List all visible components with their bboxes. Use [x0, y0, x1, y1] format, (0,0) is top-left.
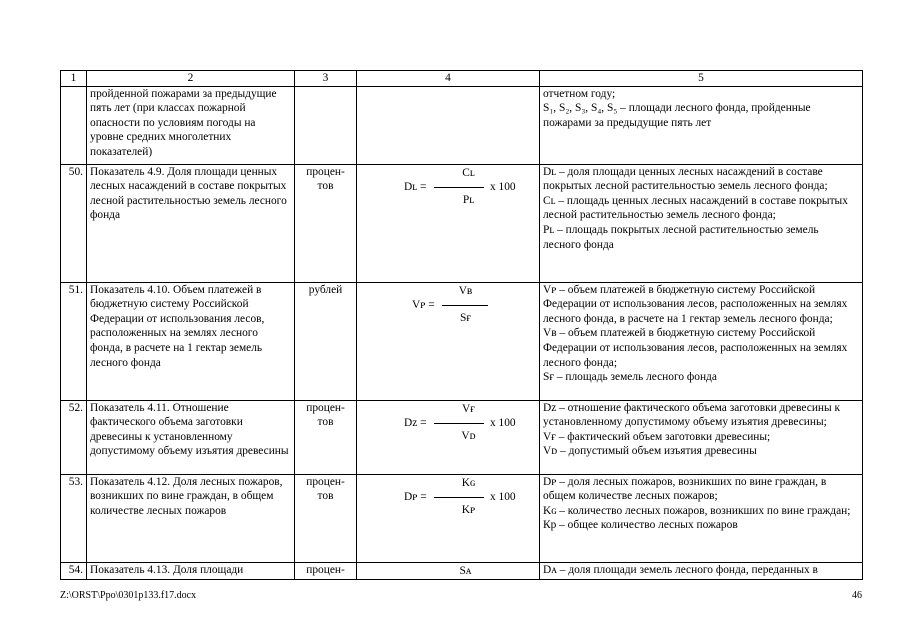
formula-numerator: Vғ — [462, 402, 475, 415]
document-path: Z:\ORST\Ppo\0301p133.f17.docx — [60, 590, 197, 601]
description-line: отчетном году; — [543, 87, 616, 100]
header-cell: 3 — [295, 71, 357, 87]
formula — [360, 165, 543, 209]
num-cell — [61, 86, 87, 164]
description-line: Cʟ – площадь ценных лесных насаждений в составе покрытых лесной растительностью земель лесного фонда; — [543, 194, 848, 222]
indicator-cell: Показатель 4.9. Доля площади ценных лесных насаждений в составе покрытых лесной растительностью земель лесного фонда — [87, 164, 295, 282]
table-header-row — [61, 71, 863, 87]
description-cell — [540, 86, 863, 164]
page-number: 46 — [852, 590, 862, 601]
table-row — [61, 562, 863, 579]
description-line: Vᴘ – объем платежей в бюджетную систему Российской Федерации от использования лесов, расположенных на землях лесного фонда, в расчете на 1 гектар земель лесного фонда; — [543, 283, 848, 325]
row-number: 54. — [61, 562, 87, 579]
formula-numerator: Cʟ — [462, 166, 475, 179]
unit-cell: рублей — [295, 282, 357, 400]
formula-multiplier: х 100 — [490, 490, 516, 503]
formula-denominator: Kᴘ — [461, 503, 476, 516]
header-cell: 4 — [357, 71, 540, 87]
formula-lhs: Vᴘ = — [412, 298, 435, 311]
formula — [360, 283, 543, 327]
description-line: Dᴀ – доля площади земель лесного фонда, переданных в — [543, 563, 818, 576]
formula-numerator: Vʙ — [458, 284, 473, 297]
description-cell — [540, 282, 863, 400]
table-row — [61, 474, 863, 562]
row-number: 51. — [61, 282, 87, 400]
unit-cell: процен- тов — [295, 164, 357, 282]
formula-cell — [357, 164, 540, 282]
indicator-cell: Показатель 4.12. Доля лесных пожаров, возникших по вине граждан, в общем количестве лесных пожаров — [87, 474, 295, 562]
indicator-cell: Показатель 4.11. Отношение фактического объема заготовки древесины к установленному допустимому объему изъятия древесины — [87, 400, 295, 474]
formula-lhs: Dʟ = — [404, 180, 427, 193]
header-cell: 5 — [540, 71, 863, 87]
description-cell — [540, 474, 863, 562]
fraction-bar — [434, 187, 484, 188]
description-cell — [540, 164, 863, 282]
indicator-table — [60, 70, 863, 580]
description-line: Vᴅ – допустимый объем изъятия древесины — [543, 445, 757, 458]
fraction-bar — [442, 305, 488, 306]
formula-lhs: Dᴢ = — [404, 416, 427, 429]
formula-cell — [357, 400, 540, 474]
table-row — [61, 400, 863, 474]
table-row-continuation — [61, 86, 863, 164]
row-number: 52. — [61, 400, 87, 474]
formula-cell — [357, 282, 540, 400]
formula — [360, 401, 543, 445]
formula-denominator: Pʟ — [462, 193, 475, 206]
description-line: Кр – общее количество лесных пожаров — [543, 519, 738, 532]
description-line: Vғ – фактический объем заготовки древесины; — [543, 430, 771, 443]
row-number: 53. — [61, 474, 87, 562]
indicator-cell: пройденной пожарами за предыдущие пять лет (при классах пожарной опасности по условиям погоды на уровне средних многолетних показателей) — [87, 86, 295, 164]
table-row — [61, 164, 863, 282]
description-line: Vʙ – объем платежей в бюджетную систему Российской Федерации от использования лесов, расположенных на землях лесного фонда; — [543, 327, 848, 369]
formula-cell — [357, 474, 540, 562]
indicator-cell: Показатель 4.13. Доля площади — [87, 562, 295, 579]
formula-numerator: Sᴀ — [459, 564, 472, 577]
description-line: S₁, S₂, S₃, S₄, S₅ – площади лесного фонда, пройденные пожарами за предыдущие пять лет — [543, 102, 811, 129]
indicator-cell: Показатель 4.10. Объем платежей в бюджетную систему Российской Федерации от использования лесов, расположенных на землях лесного фонда, в расчете на 1 гектар земель лесного фонда — [87, 282, 295, 400]
header-cell: 2 — [87, 71, 295, 87]
description-line: Dʟ – доля площади ценных лесных насаждений в составе покрытых лесной растительностью земель лесного фонда; — [543, 165, 828, 193]
formula-lhs: Dᴘ = — [404, 490, 427, 503]
formula — [360, 475, 543, 519]
formula — [360, 563, 543, 579]
description-line: Pʟ – площадь покрытых лесной растительностью земель лесного фонда — [543, 223, 819, 251]
header-cell: 1 — [61, 71, 87, 87]
description-line: Dᴘ – доля лесных пожаров, возникших по вине граждан, в общем количестве лесных пожаров; — [543, 475, 827, 503]
unit-cell — [295, 86, 357, 164]
fraction-bar — [434, 497, 484, 498]
formula-multiplier: х 100 — [490, 416, 516, 429]
formula-multiplier: х 100 — [490, 180, 516, 193]
formula-denominator: Vᴅ — [461, 429, 476, 442]
unit-cell: процен- тов — [295, 474, 357, 562]
formula-denominator: Sғ — [459, 311, 471, 324]
unit-cell: процен- тов — [295, 400, 357, 474]
formula-cell — [357, 562, 540, 579]
description-line: Dᴢ – отношение фактического объема заготовки древесины к установленному допустимому объему изъятия древесины; — [543, 401, 841, 429]
description-line: Sғ – площадь земель лесного фонда — [543, 371, 717, 384]
formula-numerator: Kɢ — [461, 476, 476, 489]
description-cell — [540, 400, 863, 474]
description-line: Kɢ – количество лесных пожаров, возникших по вине граждан; — [543, 504, 851, 517]
table-row — [61, 282, 863, 400]
row-number: 50. — [61, 164, 87, 282]
fraction-bar — [434, 423, 484, 424]
formula-cell — [357, 86, 540, 164]
unit-cell: процен- — [295, 562, 357, 579]
description-cell — [540, 562, 863, 579]
